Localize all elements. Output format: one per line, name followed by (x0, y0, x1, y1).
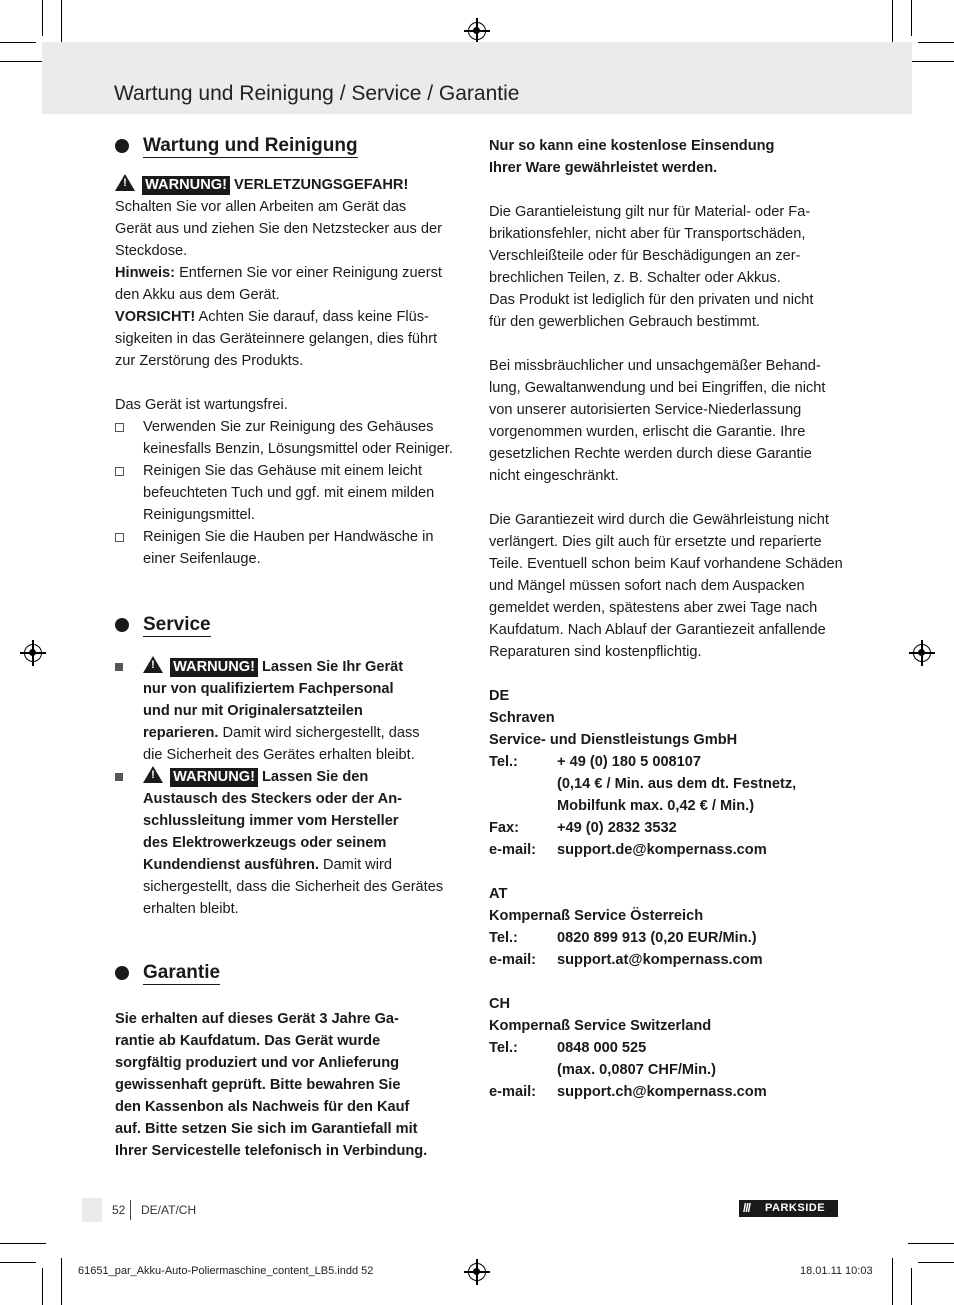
parkside-logo (739, 1200, 838, 1217)
square-bullet-icon (115, 773, 123, 781)
section-heading-service (115, 612, 467, 638)
crop-mark (42, 0, 43, 36)
contact-at: AT Kompernaß Service Österreich Tel.: 0820 899 913 (0,20 EUR/Min.) e-mail: support.at@kompernass.com (489, 883, 849, 971)
right-column (489, 135, 849, 1103)
crop-mark (892, 0, 893, 46)
list-item: ! WARNUNG! Lassen Sie den Austausch des Steckers oder der An- schlussleitung immer vom Hersteller des Elektrowerkzeugs oder seinem Kundendienst ausführen. Damit wird sichergestellt, dass die Sicherheit des Gerätes erhalten bleibt. (115, 766, 467, 920)
crop-mark (908, 61, 954, 62)
crop-mark (908, 1243, 954, 1244)
square-bullet-icon (115, 663, 123, 671)
logo-slashes-icon: /// (743, 1201, 751, 1215)
page-number: 52 (112, 1203, 126, 1217)
registration-mark-icon (468, 1263, 486, 1281)
warning-triangle-icon: ! (143, 766, 163, 783)
paragraph: Die Garantieleistung gilt nur für Material- oder Fa- brikationsfehler, nicht aber für Transportschäden, Verschleißteile oder für Beschädigungen an zer- brechlichen Teilen, z. B. Schalter oder Akkus. Das Produkt ist lediglich für den privaten und nicht für den gewerblichen Gebrauch bestimmt. (489, 204, 814, 330)
heading-text: Wartung und Reinigung (143, 135, 358, 156)
list-item: Reinigen Sie die Hauben per Handwäsche in einer Seifenlauge. (115, 526, 467, 570)
warning-line (115, 174, 467, 196)
crop-mark (0, 61, 46, 62)
contact-de: DE Schraven Service- und Dienstleistungs GmbH Tel.: + 49 (0) 180 5 008107 (0,14 € / Min. aus dem dt. Festnetz, Mobilfunk max. 0,42 € / Min.) Fax: +49 (0) 2832 3532 e-mail: support.de@kompernass.com (489, 685, 849, 861)
footer-countries: DE/AT/CH (141, 1203, 197, 1217)
footer-box (82, 1198, 102, 1222)
paragraph: Bei missbräuchlicher und unsachgemäßer Behand- lung, Gewaltanwendung und bei Eingriffen, die nicht von unserer autorisierten Service-Niederlassung vorgenommen wurden, erlischt die Garantie. Ihre gesetzlichen Rechte werden durch diese Garantie nicht eingeschränkt. (489, 358, 826, 484)
checkbox-bullet-icon (115, 467, 124, 476)
registration-mark-icon (468, 22, 486, 40)
registration-mark-icon (24, 644, 42, 662)
page-title: Wartung und Reinigung / Service / Garantie (114, 82, 520, 105)
warning-text: Schalten Sie vor allen Arbeiten am Gerät das Gerät aus und ziehen Sie den Netzstecker aus der Steckdose. (115, 199, 442, 259)
crop-mark (42, 1268, 43, 1305)
crop-mark (0, 42, 36, 43)
crop-mark (918, 1262, 954, 1263)
paragraph: Die Garantiezeit wird durch die Gewährleistung nicht verlängert. Dies gilt auch für ersetzte und reparierte Teile. Eventuell schon beim Kauf vorhandene Schäden und Mängel müssen sofort nach dem Auspacken gemeldet werden, spätestens aber zwei Tage nach Kaufdatum. Nach Ablauf der Garantiezeit anfallende Reparaturen sind kostenpflichtig. (489, 512, 843, 660)
warning-badge: WARNUNG! (142, 176, 230, 195)
crop-mark (61, 0, 62, 46)
heading-text: Service (143, 614, 211, 635)
logo-text: PARKSIDE (765, 1202, 826, 1214)
crop-mark (0, 1243, 46, 1244)
crop-mark (892, 1258, 893, 1305)
garantie-intro-bold: Nur so kann eine kostenlose Einsendung Ihrer Ware gewährleistet werden. (489, 138, 775, 176)
registration-mark-icon (913, 644, 931, 662)
crop-mark (911, 0, 912, 36)
checkbox-bullet-icon (115, 423, 124, 432)
footer-divider (130, 1200, 131, 1220)
section-heading-wartung (115, 133, 467, 159)
bullet-icon (115, 618, 129, 632)
warning-badge: WARNUNG! (170, 768, 258, 787)
bullet-icon (115, 966, 129, 980)
garantie-text: Sie erhalten auf dieses Gerät 3 Jahre Ga- rantie ab Kaufdatum. Das Gerät wurde sorgfältig produziert und vor Anlieferung gewissenhaft geprüft. Bitte bewahren Sie den Kassenbon als Nachweis für den Kauf auf. Bitte setzen Sie sich im Garantiefall mit Ihrer Servicestelle telefonisch in Verbindung. (115, 1011, 428, 1159)
email-link[interactable]: support.ch@kompernass.com (557, 1084, 767, 1100)
crop-mark (911, 1268, 912, 1305)
left-column (115, 133, 467, 1162)
bullet-icon (115, 139, 129, 153)
email-link[interactable]: support.at@kompernass.com (557, 952, 763, 968)
vorsicht-text: VORSICHT! Achten Sie darauf, dass keine Flüs- sigkeiten in das Geräteinnere gelangen, dies führt zur Zerstörung des Produkts. (115, 309, 438, 369)
slug-file: 61651_par_Akku-Auto-Poliermaschine_content_LB5.indd 52 (78, 1265, 374, 1277)
list-item: Reinigen Sie das Gehäuse mit einem leicht befeuchteten Tuch und ggf. mit einem milden Reinigungsmittel. (115, 460, 467, 526)
crop-mark (0, 1262, 36, 1263)
list-item: Verwenden Sie zur Reinigung des Gehäuses keinesfalls Benzin, Lösungsmittel oder Reiniger. (115, 416, 467, 460)
crop-mark (918, 42, 954, 43)
heading-text: Garantie (143, 962, 221, 983)
warning-badge: WARNUNG! (170, 658, 258, 677)
list-item: ! WARNUNG! Lassen Sie Ihr Gerät nur von qualifiziertem Fachpersonal und nur mit Originalersatzteilen reparieren. Damit wird sichergestellt, dass die Sicherheit des Gerätes erhalten bleibt. (115, 656, 467, 766)
checkbox-bullet-icon (115, 533, 124, 542)
slug-date: 18.01.11 10:03 (800, 1265, 873, 1277)
email-link[interactable]: support.de@kompernass.com (557, 842, 767, 858)
crop-mark (61, 1258, 62, 1305)
hinweis-text: Hinweis: Entfernen Sie vor einer Reinigung zuerst den Akku aus dem Gerät. (115, 265, 442, 303)
section-heading-garantie (115, 960, 467, 986)
warning-title: VERLETZUNGSGEFAHR! (234, 177, 409, 193)
warning-triangle-icon: ! (143, 656, 163, 673)
contact-ch: CH Kompernaß Service Switzerland Tel.: 0848 000 525 (max. 0,0807 CHF/Min.) e-mail: support.ch@kompernass.com (489, 993, 849, 1103)
warning-triangle-icon: ! (115, 174, 135, 191)
wartung-intro: Das Gerät ist wartungsfrei. (115, 397, 288, 413)
